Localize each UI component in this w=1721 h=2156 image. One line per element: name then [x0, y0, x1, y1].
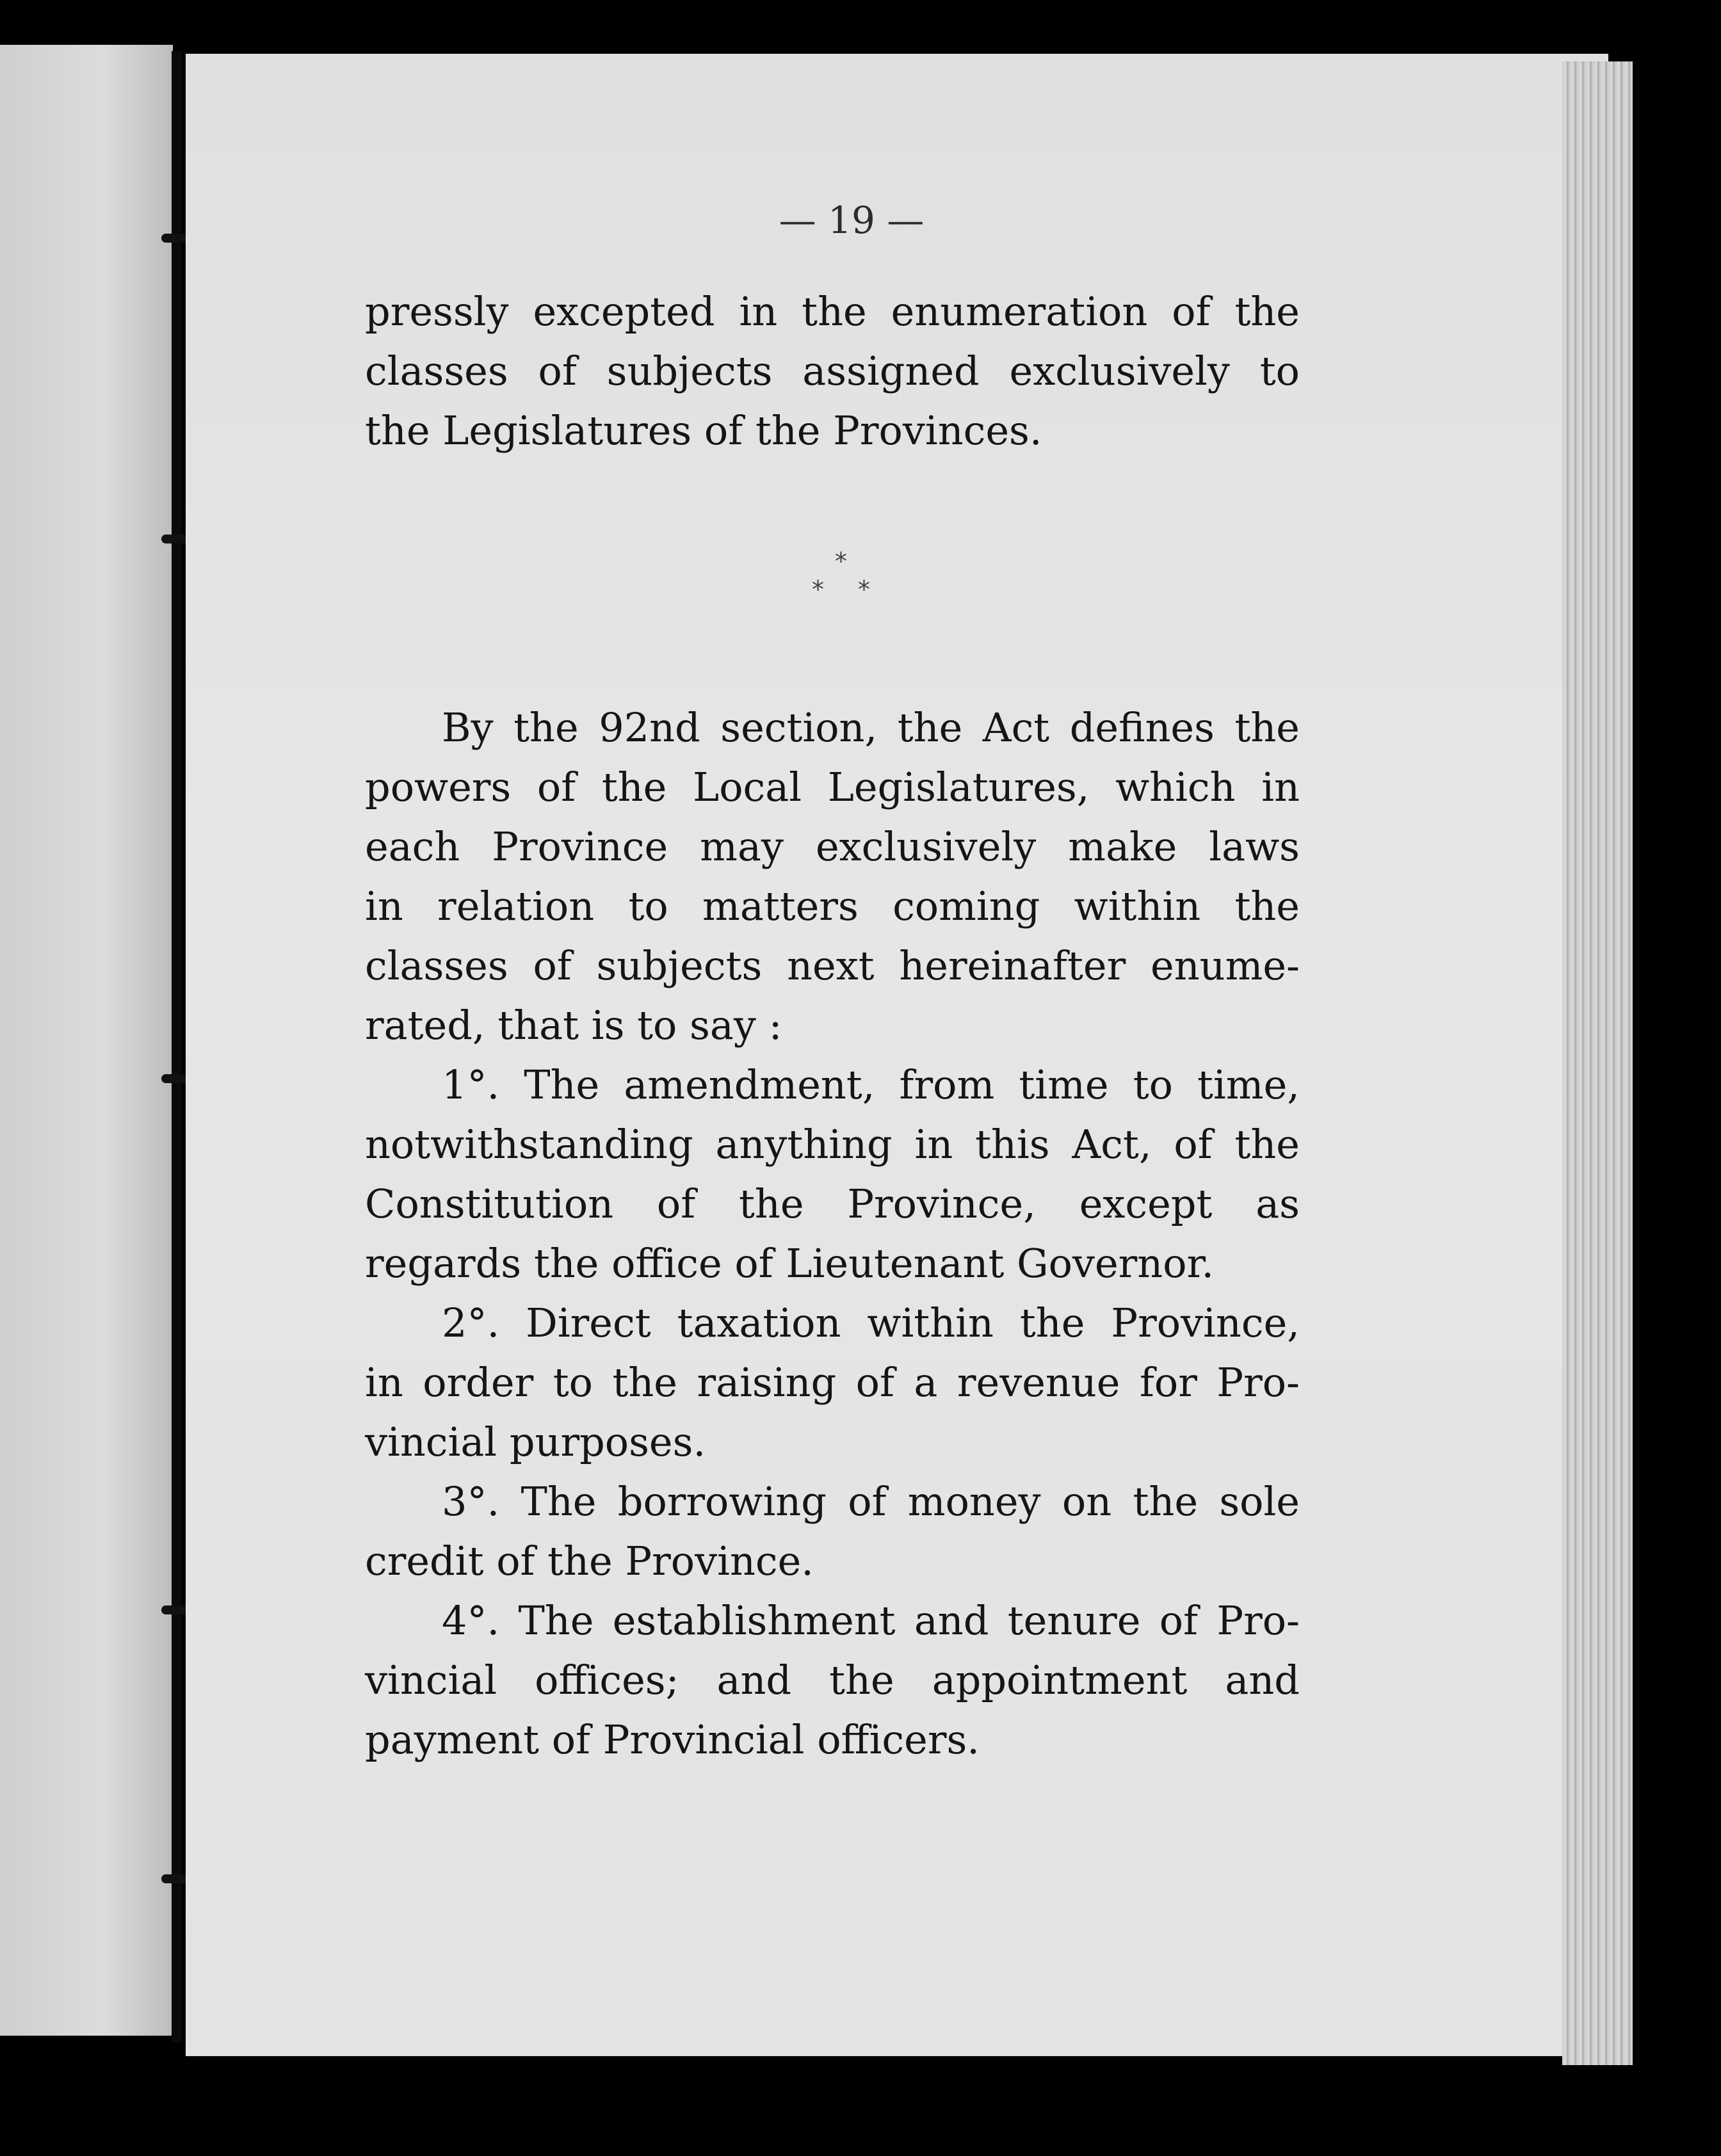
asterism-separator — [807, 547, 884, 618]
text-line: in relation to matters coming within the — [365, 883, 1300, 929]
asterism-star: * — [812, 575, 824, 604]
list-item-4: 4°. The establishment and tenure of Pro- — [442, 1597, 1300, 1644]
text-line: in order to the raising of a revenue for Pro- — [365, 1359, 1300, 1406]
page-number: — 19 — — [779, 198, 925, 242]
page-stack-edges — [1562, 61, 1633, 2065]
text-line: credit of the Province. — [365, 1538, 814, 1584]
list-item-2: 2°. Direct taxation within the Province, — [442, 1299, 1300, 1346]
text-line: rated, that is to say : — [365, 1002, 782, 1049]
asterism-star: * — [835, 547, 847, 575]
text-line: vincial purposes. — [365, 1419, 706, 1465]
text-line: By the 92nd section, the Act defines the — [442, 704, 1300, 751]
text-line: payment of Provincial officers. — [365, 1716, 980, 1763]
text-line: the Legislatures of the Provinces. — [365, 407, 1042, 454]
text-line: powers of the Local Legislatures, which in — [365, 764, 1300, 810]
left-page-edge — [0, 45, 173, 2036]
text-line: classes of subjects assigned exclusively to — [365, 348, 1300, 394]
paragraph-92nd-section — [365, 698, 1300, 1769]
asterism-star: * — [858, 575, 870, 604]
paragraph-continuation — [365, 282, 1300, 460]
text-line: each Province may exclusively make laws — [365, 823, 1300, 870]
list-item-3: 3°. The borrowing of money on the sole — [442, 1478, 1300, 1525]
text-line: classes of subjects next hereinafter enume- — [365, 942, 1300, 989]
text-line: vincial offices; and the appointment and — [365, 1657, 1300, 1703]
text-line: notwithstanding anything in this Act, of the — [365, 1121, 1300, 1168]
text-line: regards the office of Lieutenant Governor. — [365, 1240, 1215, 1287]
text-line: pressly excepted in the enumeration of the — [365, 288, 1300, 335]
book-binding — [172, 51, 182, 2042]
text-line: Constitution of the Province, except as — [365, 1180, 1300, 1227]
list-item-1: 1°. The amendment, from time to time, — [442, 1061, 1300, 1108]
